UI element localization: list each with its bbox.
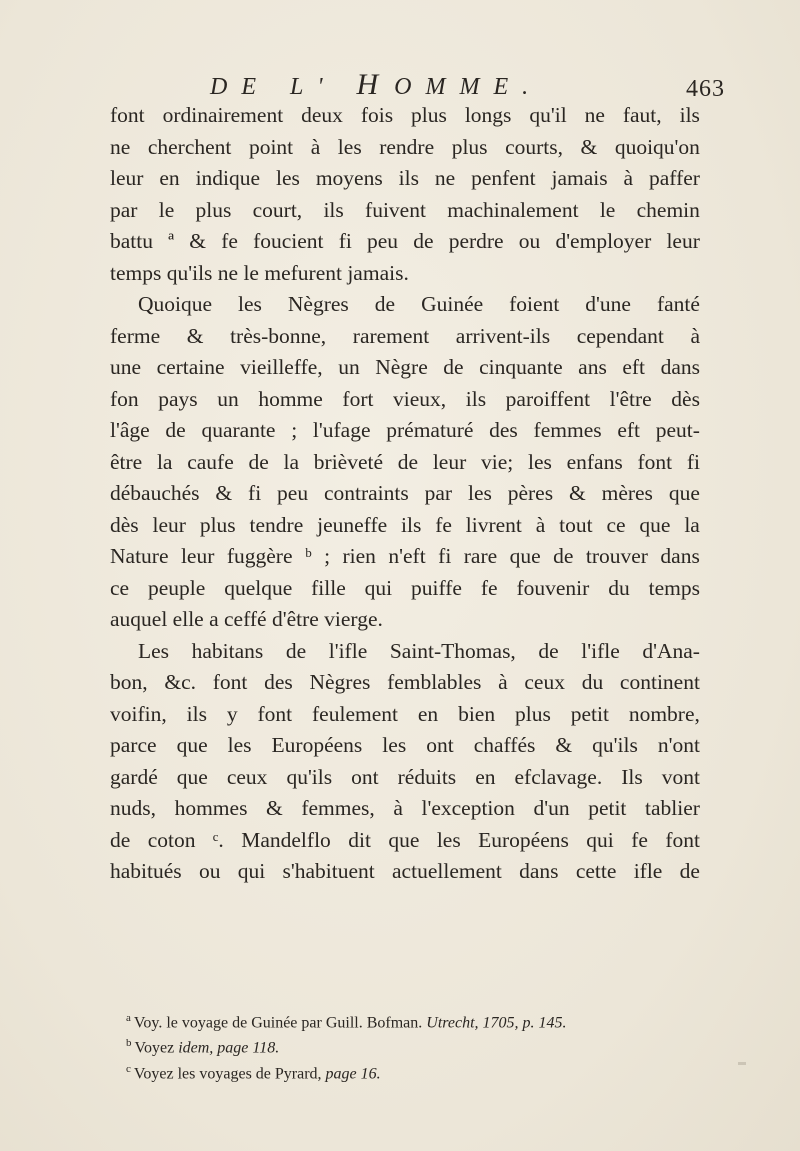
text-line: battu ª & fe foucient fi peu de perdre ou d'employer leur: [110, 229, 700, 253]
text-line: parce que les Européens les ont chaffés & qu'ils n'ont: [110, 733, 700, 757]
text-line: leur en indique les moyens ils ne penfent jamais à paffer: [110, 166, 700, 190]
footnote-text: Voyez les voyages de Pyrard,: [133, 1064, 326, 1082]
text-line: gardé que ceux qu'ils ont réduits en efclavage. Ils vont: [110, 764, 700, 789]
header-word-omme: OMME.: [394, 74, 543, 100]
header-word-de: DE: [210, 74, 270, 100]
text-line: une certaine vieilleffe, un Nègre de cinquante ans eft dans: [110, 355, 700, 379]
body-text: [110, 100, 700, 888]
text-line: temps qu'ils ne le mefurent jamais.: [110, 260, 409, 285]
text-line: font ordinairement deux fois plus longs qu'il ne faut, ils: [110, 103, 700, 127]
footnotes: [126, 1008, 706, 1084]
text-line: voifin, ils y font feulement en bien plus petit nombre,: [110, 701, 700, 726]
page-number: 463: [686, 76, 725, 102]
text-line: ne cherchent point à les rendre plus courts, & quoiqu'on: [110, 134, 700, 159]
text-line: Quoique les Nègres de Guinée foient d'une fanté: [138, 292, 700, 316]
text-line: de coton ᶜ. Mandelflo dit que les Européens qui fe font: [110, 827, 700, 852]
footnote-reference: page 16.: [325, 1064, 381, 1082]
footnote-a: [126, 1008, 706, 1033]
header-initial-h: H: [356, 68, 395, 101]
text-line: ferme & très-bonne, rarement arrivent-ils cependant à: [110, 323, 700, 348]
text-line: fon pays un homme fort vieux, ils paroiffent l'être dès: [110, 386, 700, 411]
text-line: Nature leur fuggère ᵇ ; rien n'eft fi rare que de trouver dans: [110, 544, 700, 568]
header-word-l: L': [290, 74, 337, 100]
text-line: bon, &c. font des Nègres femblables à ceux du continent: [110, 670, 700, 694]
text-line: dès leur plus tendre jeuneffe ils fe livrent à tout ce que la: [110, 512, 700, 537]
footnote-reference: idem, page 118.: [178, 1039, 280, 1057]
footnote-mark: a: [126, 1012, 131, 1024]
footnote-mark: b: [126, 1037, 132, 1050]
footnote-c: [126, 1059, 706, 1084]
text-line: être la caufe de la brièveté de leur vie; les enfans font fi: [110, 449, 700, 474]
footnote-text: Voy. le voyage de Guinée par Guill. Bofman.: [133, 1014, 427, 1032]
footnote-b: [126, 1033, 706, 1058]
text-line: auquel elle a ceffé d'être vierge.: [110, 607, 383, 631]
footnote-mark: c: [126, 1062, 131, 1075]
text-line: Les habitans de l'ifle Saint-Thomas, de l'ifle d'Ana-: [138, 638, 700, 663]
ink-smudge: [738, 1062, 746, 1065]
footnote-text: Voyez: [134, 1039, 179, 1057]
text-line: l'âge de quarante ; l'ufage prématuré des femmes eft peut-: [110, 418, 700, 442]
text-line: ce peuple quelque fille qui puiffe fe fouvenir du temps: [110, 575, 700, 600]
text-line: débauchés & fi peu contraints par les pères & mères que: [110, 481, 700, 505]
running-header: [210, 68, 630, 104]
footnote-reference: Utrecht, 1705, p. 145.: [426, 1014, 567, 1032]
text-line: habitués ou qui s'habituent actuellement dans cette ifle de: [110, 859, 700, 883]
text-line: par le plus court, ils fuivent machinalement le chemin: [110, 197, 700, 222]
text-line: nuds, hommes & femmes, à l'exception d'un petit tablier: [110, 796, 700, 820]
